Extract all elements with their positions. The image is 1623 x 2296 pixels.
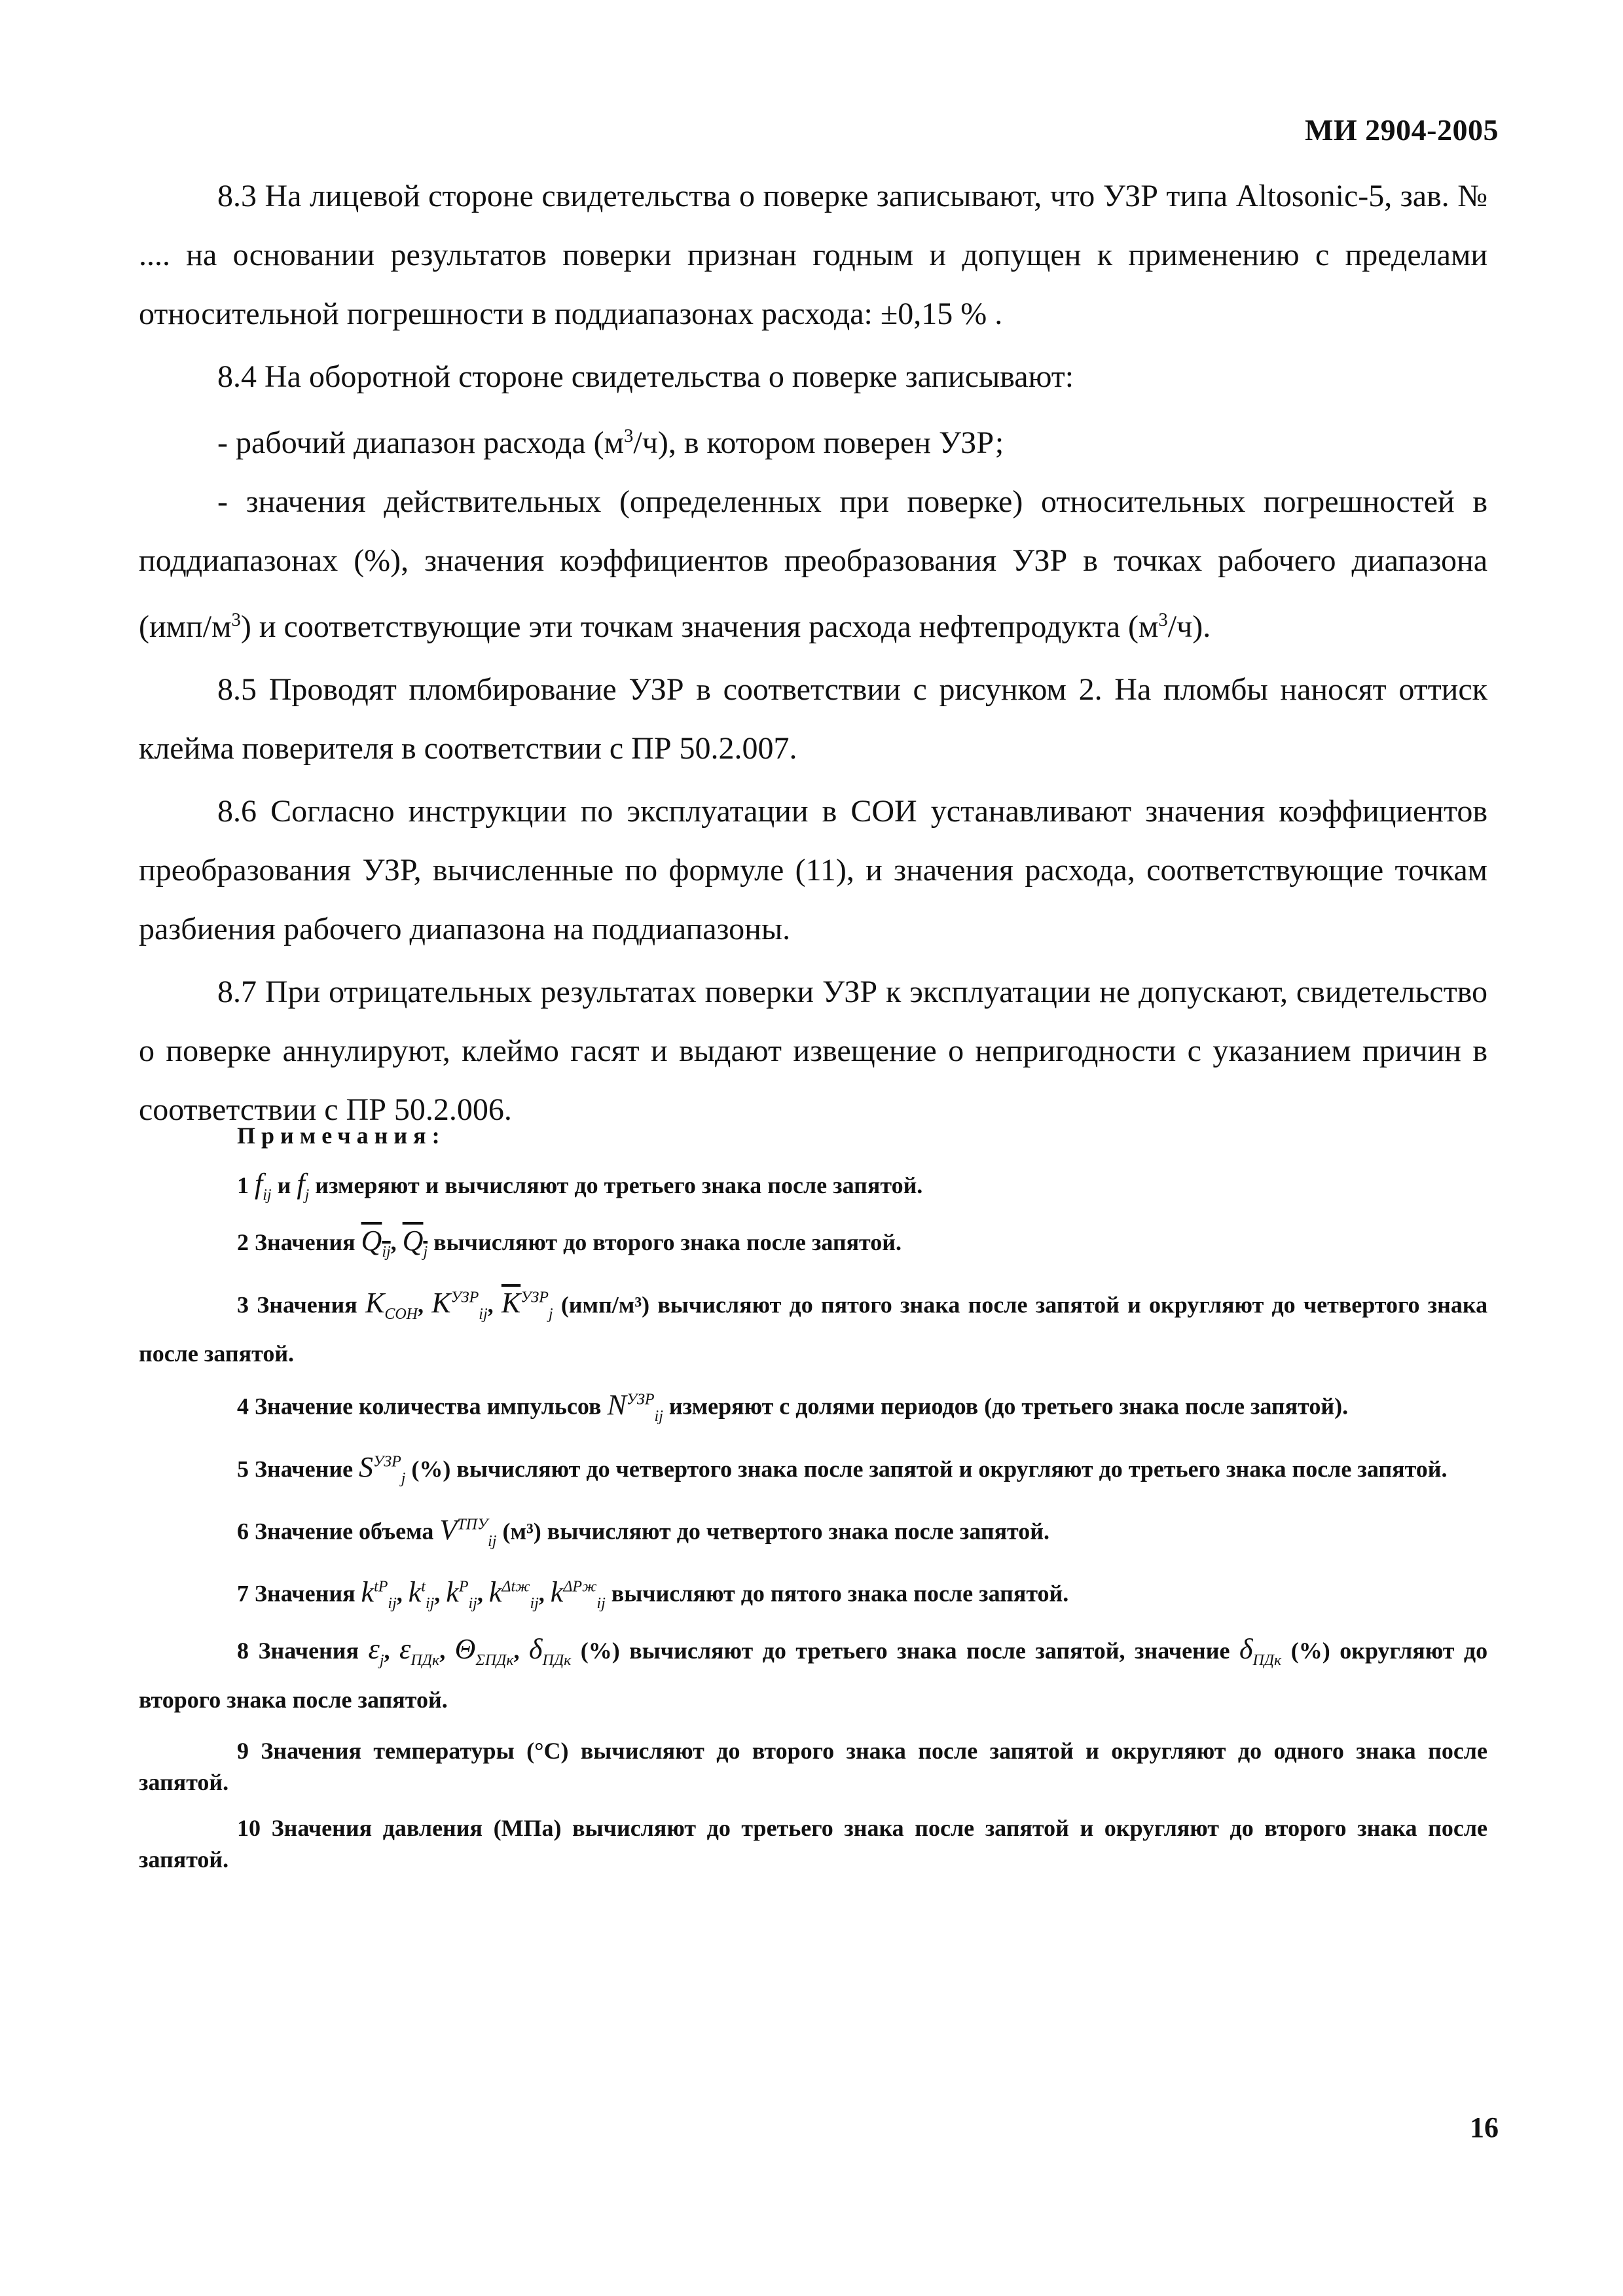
notes-section [139, 1116, 1487, 1875]
note-9: 9 Значения температуры (°С) вычисляют до второго знака после запятой и округляют до одного знака после запятой. [139, 1737, 1487, 1795]
paragraph-8-4: 8.4 На оборотной стороне свидетельства о поверке записывают: [217, 359, 1074, 394]
note-6: 6 Значение объема $V^{ТПУ}_{ij}$ (м³) вычисляют до четвертого знака после запятой. [237, 1513, 1049, 1550]
note-10: 10 Значения давления (МПа) вычисляют до третьего знака после запятой и округляют до второго знака после запятой. [139, 1814, 1487, 1873]
symbol-k-son: $K_{СОН}$ [365, 1287, 418, 1323]
symbol-v-ij-tpu: $V^{ТПУ}_{ij}$ [439, 1513, 497, 1550]
symbol-k-ij-uzr: $K^{УЗР}_{ij}$ [431, 1287, 488, 1323]
symbol-k-ij-t: $k^t_{ij}$ [408, 1576, 435, 1612]
document-code: МИ 2904-2005 [1304, 113, 1499, 147]
paragraph-8-4-item-range: - рабочий диапазон расхода $(м^3/ч)$, в котором поверен УЗР; [217, 425, 1004, 460]
symbol-f-ij: $f_{ij}$ [255, 1168, 272, 1204]
paragraph-8-7: 8.7 При отрицательных результатах поверки УЗР к эксплуатации не допускают, свидетельство о поверке аннулируют, клеймо гасят и выдают извещение о непригодности с указанием причин в соответствии с ПР 50.2.006. [139, 975, 1487, 1127]
note-4: 4 Значение количества импульсов $N^{УЗР}_{ij}$ измеряют с долями периодов (до третьего знака после запятой). [237, 1388, 1349, 1425]
symbol-k-ij-dtzh: $k^{\Delta tж}_{ij}$ [488, 1576, 539, 1612]
paragraph-8-4-item-errors: - значения действительных (определенных при поверке) относительных погрешностей в поддиапазонах (%), значения коэффициентов преобразования УЗР в точках рабочего диапазона $(имп/м^3)$ и соответствующие эти точкам значения расхода нефтепродукта $(м^3/ч)$. [139, 484, 1487, 644]
symbol-k-j-uzr-mean: $\overline{K}^{УЗР}_j$ [501, 1287, 553, 1323]
notes-title: Примечания: [237, 1122, 446, 1149]
note-1: 1 $f_{ij}$ и $f_j$ измеряют и вычисляют до третьего знака после запятой. [237, 1168, 923, 1204]
symbol-delta-pdk-2: $\delta_{ПДк}$ [1239, 1632, 1282, 1669]
paragraph-8-5: 8.5 Проводят пломбирование УЗР в соответствии с рисунком 2. На пломбы наносят оттиск клейма поверителя в соответствии с ПР 50.2.007. [139, 672, 1487, 766]
symbol-k-ij-dpzh: $k^{\Delta Рж}_{ij}$ [550, 1576, 606, 1612]
main-text [139, 167, 1487, 1139]
symbol-eps-j: $\varepsilon_j$ [368, 1632, 384, 1669]
note-3: 3 Значения $K_{СОН}$, $K^{УЗР}_{ij}$, $\overline{K}^{УЗР}_j$ (имп/м³) вычисляют до пятого знака после запятой и округляют до четвертого знака после запятой. [139, 1287, 1488, 1367]
note-8: 8 Значения $\varepsilon_j$, $\varepsilon_{ПДк}$, $\Theta_{\Sigma ПДк}$, $\delta_{ПДк}$ (%) вычисляют до третьего знака после запятой, значение $\delta_{ПДк}$ (%) округляют до второго знака после запятой. [139, 1632, 1488, 1713]
symbol-delta-pdk: $\delta_{ПДк}$ [529, 1632, 572, 1669]
note-7: 7 Значения $k^{tP}_{ij}$, $k^t_{ij}$, $k^P_{ij}$, $k^{\Delta tж}_{ij}$, $k^{\Delta Рж}_{ij}$ вычисляют до пятого знака после запятой. [237, 1576, 1069, 1612]
symbol-f-j: $f_j$ [297, 1168, 310, 1204]
symbol-k-ij-tp: $k^{tP}_{ij}$ [361, 1576, 397, 1612]
symbol-s-j-uzr: $S^{УЗР}_j$ [359, 1451, 406, 1487]
page-number: 16 [1470, 2111, 1499, 2144]
paragraph-8-6: 8.6 Согласно инструкции по эксплуатации в СОИ устанавливают значения коэффициентов преобразования УЗР, вычисленные по формуле (11), и значения расхода, соответствующие точкам разбиения рабочего диапазона на поддиапазоны. [139, 794, 1487, 946]
paragraph-8-3: 8.3 На лицевой стороне свидетельства о поверке записывают, что УЗР типа Altosonic-5, зав. № .... на основании результатов поверки признан годным и допущен к применению с пределами относительной погрешности в поддиапазонах расхода: ±0,15 % . [139, 179, 1487, 331]
symbol-q-j: $Q_j$ [402, 1224, 428, 1261]
note-5: 5 Значение $S^{УЗР}_j$ (%) вычисляют до четвертого знака после запятой и округляют до третьего знака после запятой. [237, 1451, 1448, 1487]
symbol-n-ij-uzr: $N^{УЗР}_{ij}$ [607, 1388, 663, 1425]
symbol-k-ij-p: $k^P_{ij}$ [446, 1576, 477, 1612]
symbol-q-ij: $Q_{ij}$ [361, 1224, 391, 1261]
symbol-theta-sum-pdk: $\Theta_{\Sigma ПДк}$ [454, 1632, 514, 1669]
symbol-eps-pdk: $\varepsilon_{ПДк}$ [399, 1632, 440, 1669]
note-2: 2 Значения $Q_{ij}$, $Q_j$ вычисляют до второго знака после запятой. [237, 1224, 902, 1261]
